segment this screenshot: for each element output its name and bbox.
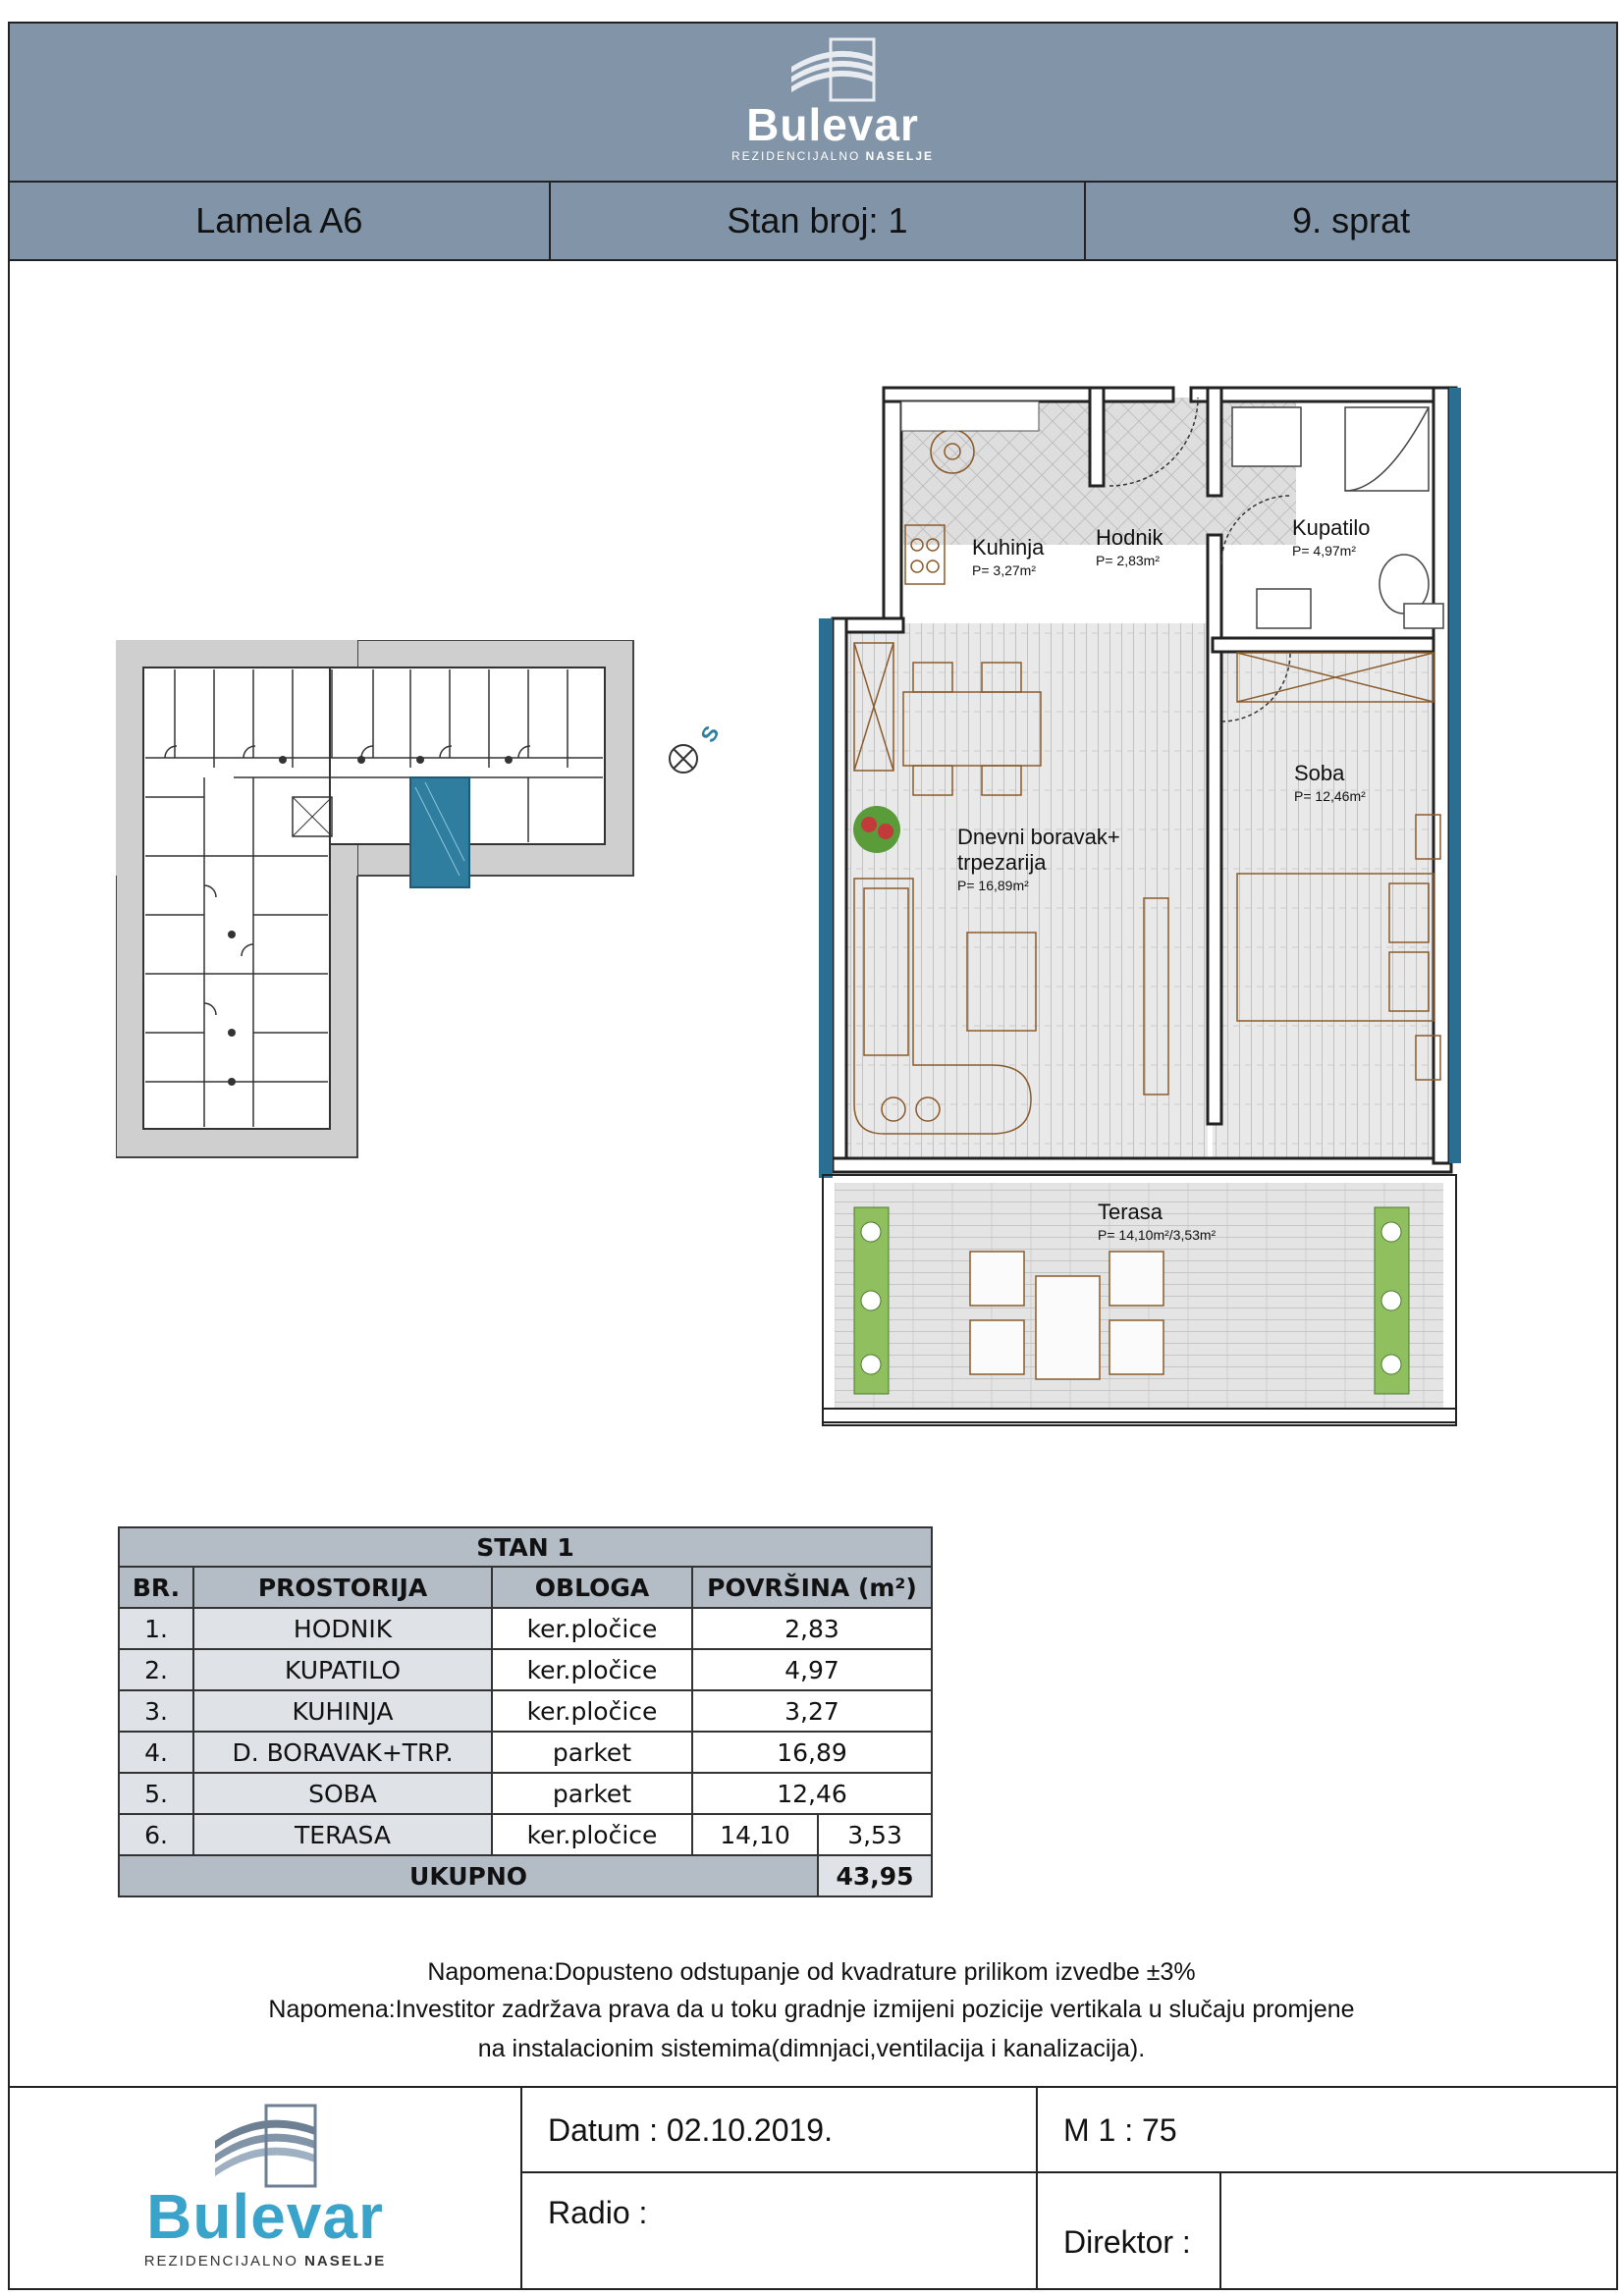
- tagline-prefix: REZIDENCIJALNO: [730, 149, 861, 163]
- note-line-2: Napomena:Investitor zadržava prava da u toku gradnje izmijeni pozicije vertikala u slučaju promjene: [268, 1996, 1355, 2023]
- row-area-reduced: 3,53: [818, 1814, 932, 1855]
- row-area: 12,46: [692, 1773, 932, 1814]
- table-row: [119, 1608, 932, 1649]
- room-label-soba: [1294, 761, 1366, 804]
- table-row: [119, 1649, 932, 1690]
- row-room: HODNIK: [193, 1608, 492, 1649]
- row-room: KUPATILO: [193, 1649, 492, 1690]
- footer-divider: [1219, 2173, 1221, 2289]
- total-label: UKUPNO: [119, 1855, 818, 1896]
- row-area: 16,89: [692, 1732, 932, 1773]
- stan-number-label: Stan broj: 1: [551, 183, 1087, 259]
- row-room: D. BORAVAK+TRP.: [193, 1732, 492, 1773]
- col-header-br: BR.: [119, 1567, 193, 1608]
- col-header-povrsina: POVRŠINA (m²): [692, 1567, 932, 1608]
- building-logo-icon: [774, 33, 892, 102]
- room-name: Kuhinja: [972, 535, 1045, 560]
- room-label-hodnik: [1096, 525, 1163, 568]
- table-header-row: [119, 1567, 932, 1608]
- row-number: 6.: [119, 1814, 193, 1855]
- room-label-kuhinja: [972, 535, 1044, 578]
- header-logo: [715, 33, 950, 163]
- row-number: 1.: [119, 1608, 193, 1649]
- total-value: 43,95: [818, 1855, 932, 1896]
- building-logo-icon: [201, 2100, 329, 2188]
- footer-brand-name: Bulevar: [146, 2181, 384, 2252]
- room-label-terasa: [1098, 1200, 1216, 1243]
- footer-brand-tagline: [144, 2253, 387, 2269]
- header-brand-name: Bulevar: [746, 99, 919, 150]
- row-finish: ker.pločice: [492, 1608, 692, 1649]
- room-area: P= 14,10m²/3,53m²: [1098, 1227, 1217, 1243]
- date-field: Datum : 02.10.2019.: [548, 2111, 833, 2148]
- row-area: 3,27: [692, 1690, 932, 1732]
- header-banner: [10, 24, 1616, 183]
- floor-label: 9. sprat: [1292, 200, 1411, 240]
- table-row: [119, 1773, 932, 1814]
- room-label-dnevni-boravak: [957, 825, 1120, 893]
- row-number: 2.: [119, 1649, 193, 1690]
- room-name: Terasa: [1098, 1200, 1163, 1224]
- row-finish: ker.pločice: [492, 1814, 692, 1855]
- header-brand-tagline: [731, 149, 934, 163]
- room-name-line1: Dnevni boravak+: [957, 825, 1120, 849]
- scale-field: M 1 : 75: [1063, 2111, 1177, 2148]
- tagline-prefix: REZIDENCIJALNO: [143, 2253, 298, 2269]
- row-area: 2,83: [692, 1608, 932, 1649]
- row-finish: ker.pločice: [492, 1649, 692, 1690]
- table-row: [119, 1814, 932, 1855]
- highlighted-unit: [410, 777, 469, 887]
- room-name: Kupatilo: [1292, 515, 1371, 540]
- table-total-row: [119, 1855, 932, 1896]
- room-area: P= 12,46m²: [1294, 788, 1366, 804]
- row-room: SOBA: [193, 1773, 492, 1814]
- room-label-kupatilo: [1292, 515, 1371, 559]
- radio-field: Radio :: [548, 2194, 648, 2230]
- compass: [664, 721, 732, 780]
- table-title-row: [119, 1527, 932, 1567]
- lamela-label: Lamela A6: [10, 183, 551, 259]
- table-row: [119, 1732, 932, 1773]
- row-finish: ker.pločice: [492, 1690, 692, 1732]
- table-title: STAN 1: [119, 1527, 932, 1567]
- room-name: Hodnik: [1096, 525, 1163, 550]
- tagline-suffix: NASELJE: [304, 2253, 387, 2269]
- row-room: TERASA: [193, 1814, 492, 1855]
- footer-logo: [108, 2100, 422, 2269]
- room-area: P= 16,89m²: [957, 878, 1029, 893]
- compass-label: S: [695, 721, 725, 747]
- row-room: KUHINJA: [193, 1690, 492, 1732]
- tagline-suffix: NASELJE: [865, 149, 935, 163]
- direktor-field: Direktor :: [1063, 2223, 1191, 2260]
- note-line-3: na instalacionim sistemima(dimnjaci,ventilacija i kanalizacija).: [477, 2035, 1146, 2062]
- table-row: [119, 1690, 932, 1732]
- building-key-plan: [116, 640, 636, 1160]
- info-bar: [10, 183, 1616, 261]
- row-finish: parket: [492, 1732, 692, 1773]
- row-area: 4,97: [692, 1649, 932, 1690]
- room-name-line2: trpezarija: [957, 850, 1047, 875]
- row-number: 5.: [119, 1773, 193, 1814]
- col-header-prostorija: PROSTORIJA: [193, 1567, 492, 1608]
- room-area: P= 2,83m²: [1096, 553, 1160, 568]
- room-area: P= 4,97m²: [1292, 543, 1356, 559]
- row-finish: parket: [492, 1773, 692, 1814]
- row-area-total: 14,10: [692, 1814, 818, 1855]
- row-number: 4.: [119, 1732, 193, 1773]
- room-area-table: [118, 1526, 933, 1897]
- note-line-1: Napomena:Dopusteno odstupanje od kvadrature prilikom izvedbe ±3%: [427, 1958, 1196, 1986]
- col-header-obloga: OBLOGA: [492, 1567, 692, 1608]
- row-number: 3.: [119, 1690, 193, 1732]
- room-area: P= 3,27m²: [972, 562, 1036, 578]
- room-name: Soba: [1294, 761, 1345, 785]
